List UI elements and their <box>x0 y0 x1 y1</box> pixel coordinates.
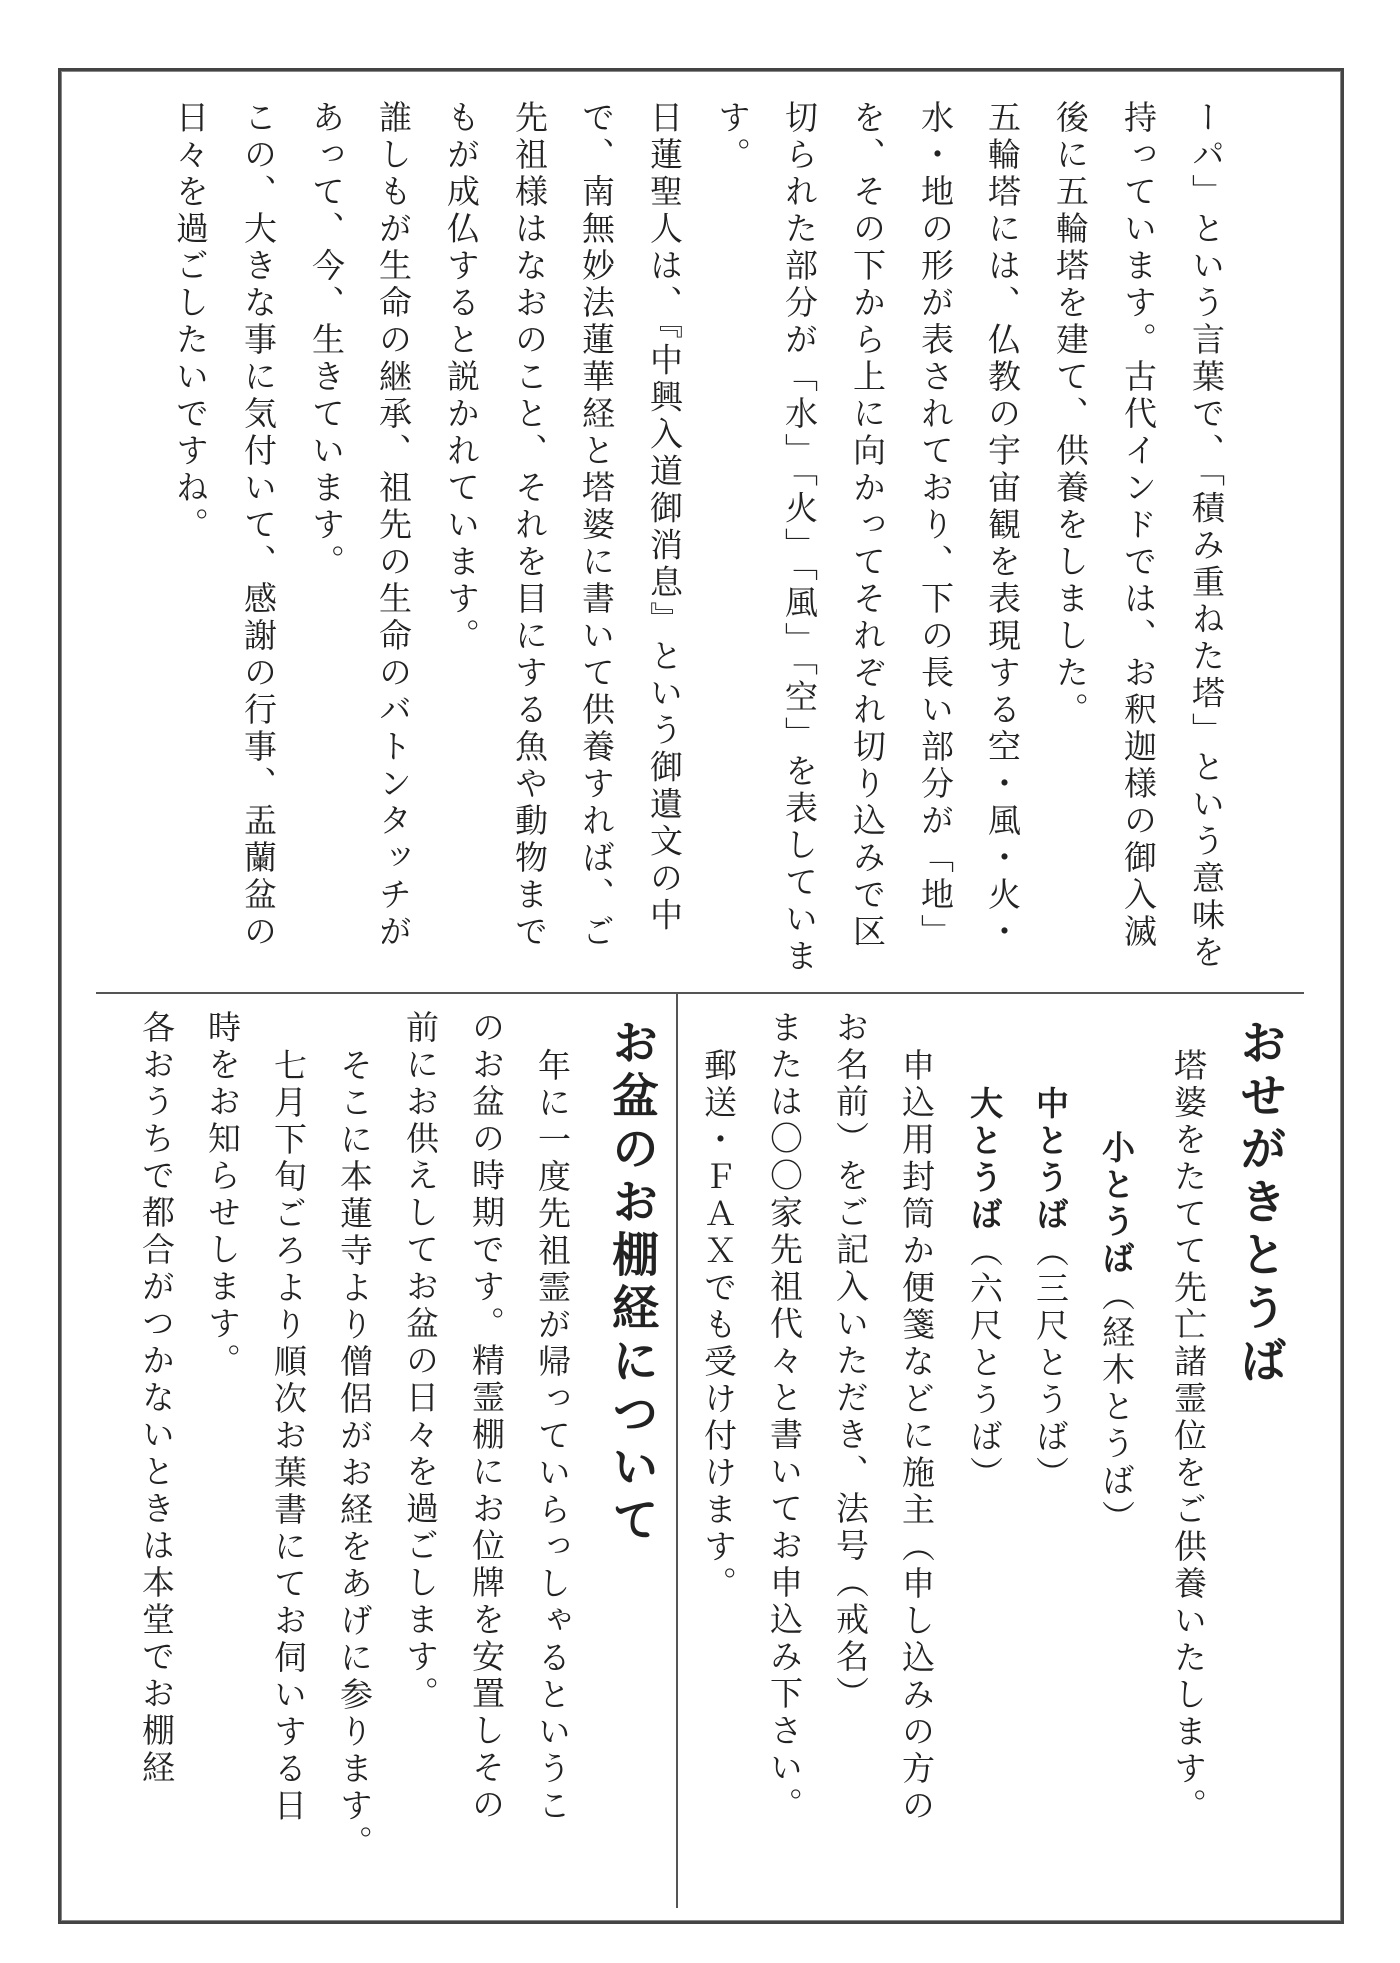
text-column: 切られた部分が「水」「火」「風」「空」を表していま <box>780 100 819 976</box>
text-column: 日々を過ごしたいですね。 <box>171 100 210 544</box>
text-column: この、大きな事に気付いて、感謝の行事、盂蘭盆の <box>239 100 278 951</box>
toba-size-name: 小とうば <box>1097 1130 1136 1278</box>
vertical-divider <box>676 993 678 1908</box>
obon-text-column: 前にお供えしてお盆の日々を過ごします。 <box>401 1010 440 1713</box>
text-column: を、その下から上に向かってそれぞれ切り込みで区 <box>848 100 887 951</box>
osegaki-body-line: 郵送・ＦＡＸでも受け付けます。 <box>699 1048 738 1603</box>
obon-text-column: のお盆の時期です。精霊棚にお位牌を安置しその <box>467 1010 506 1824</box>
text-column: 持っています。古代インドでは、お釈迦様の御入滅 <box>1119 100 1158 951</box>
text-column: 日蓮聖人は、『中興入道御消息』という御遺文の中 <box>645 100 684 935</box>
text-column: す。 <box>713 100 752 174</box>
obon-text-column: 時をお知らせします。 <box>203 1010 242 1380</box>
text-column: で、南無妙法蓮華経と塔婆に書いて供養すれば、ご <box>577 100 616 951</box>
text-column: ーパ」という言葉で、「積み重ねた塔」という意味を <box>1187 100 1226 972</box>
text-column: 先祖様はなおのこと、それを目にする魚や動物まで <box>510 100 549 951</box>
obon-text-column: 七月下旬ごろより順次お葉書にてお伺いする日 <box>269 1048 308 1825</box>
obon-title: お盆のお棚経について <box>604 1018 659 1548</box>
toba-size-detail: （経木とうば） <box>1097 1278 1136 1537</box>
text-column: もが成仏すると説かれています。 <box>442 100 481 655</box>
osegaki-intro: 塔婆をたてて先亡諸霊位をご供養いたします。 <box>1169 1048 1208 1825</box>
osegaki-title: おせがきとうば <box>1232 1018 1287 1389</box>
horizontal-divider <box>96 992 1304 994</box>
obon-text-column: 各おうちで都合がつかないときは本堂でお棚経 <box>137 1010 176 1787</box>
toba-size-medium <box>1031 1086 1070 1493</box>
obon-text-column: 年に一度先祖霊が帰っていらっしゃるというこ <box>533 1048 572 1825</box>
text-column: 誰しもが生命の継承、祖先の生命のバトンタッチが <box>374 100 413 951</box>
osegaki-body-line: 申込用封筒か便箋などに施主（申し込みの方の <box>897 1048 936 1825</box>
text-column: 水・地の形が表されており、下の長い部分が「地」 <box>916 100 955 951</box>
osegaki-body-line: または〇〇家先祖代々と書いてお申込み下さい。 <box>765 1010 804 1824</box>
toba-size-large <box>965 1086 1004 1493</box>
toba-size-small <box>1097 1130 1136 1537</box>
text-column: 五輪塔には、仏教の宇宙観を表現する空・風・火・ <box>983 100 1022 951</box>
toba-size-detail: （三尺とうば） <box>1031 1234 1070 1493</box>
toba-size-name: 中とうば <box>1031 1086 1070 1234</box>
toba-size-name: 大とうば <box>965 1086 1004 1234</box>
toba-size-detail: （六尺とうば） <box>965 1234 1004 1493</box>
osegaki-body-line: お名前）をご記入いただき、法号（戒名） <box>831 1010 870 1713</box>
text-column: 後に五輪塔を建て、供養をしました。 <box>1051 100 1090 729</box>
obon-text-column: そこに本蓮寺より僧侶がお経をあげに参ります。 <box>335 1048 374 1862</box>
text-column: あって、今、生きています。 <box>307 100 346 581</box>
